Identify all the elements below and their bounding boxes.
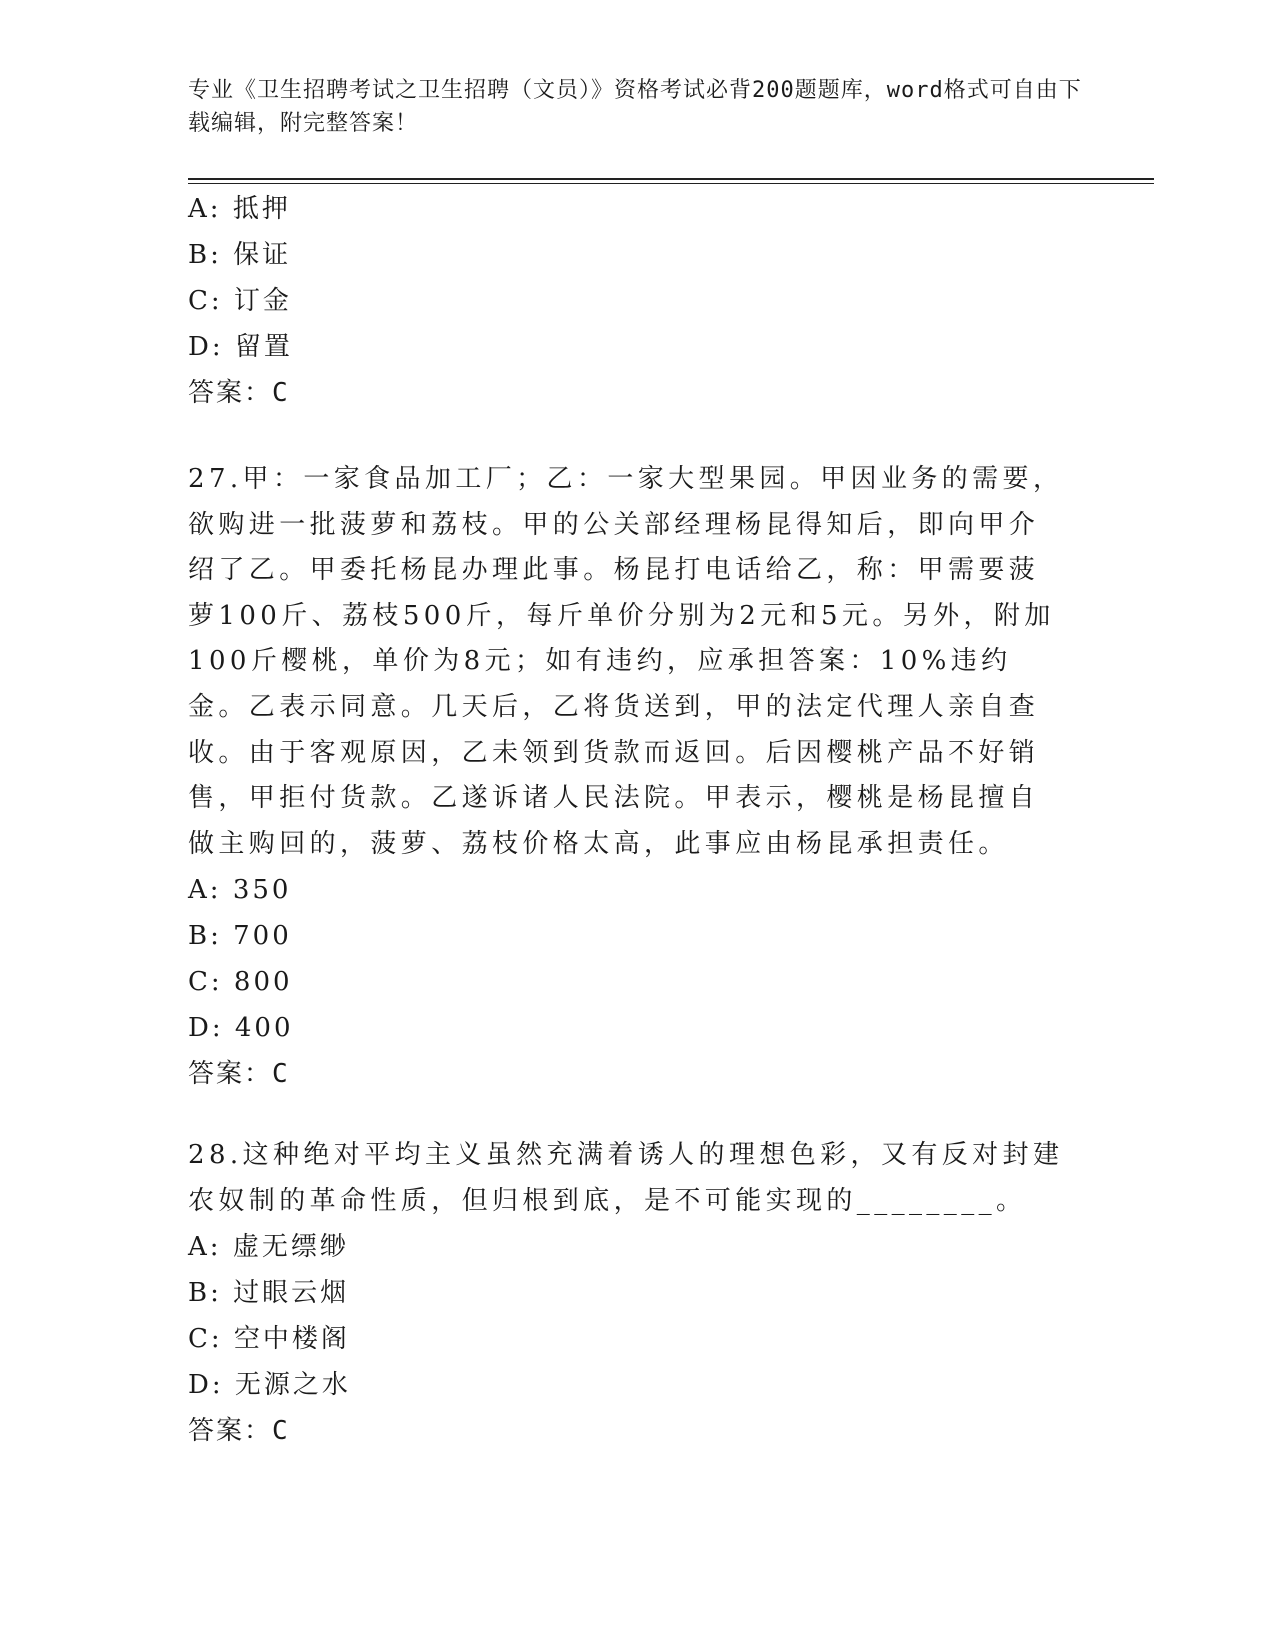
option-label: A: — [188, 1232, 222, 1263]
answer-line: 答案：C — [188, 1416, 290, 1447]
option-label: A: — [188, 194, 222, 224]
option-text: 留置 — [234, 332, 293, 362]
option-label: D: — [188, 1370, 224, 1401]
option-text: 过眼云烟 — [233, 1278, 350, 1309]
option-text: 订金 — [233, 286, 292, 316]
question-stem: 27.甲：一家食品加工厂；乙：一家大型果园。甲因业务的需要，欲购进一批菠萝和荔枝。甲的公关部经理杨昆得知后，即向甲介绍了乙。甲委托杨昆办理此事。杨昆打电话给乙，称：甲需要菠萝100斤、荔枝500斤，每斤单价分别为2元和5元。另外，附加100斤樱桃，单价为8元；如有违约，应承担答案：10%违约金。乙表示同意。几天后，乙将货送到，甲的法定代理人亲自查收。由于客观原因，乙未领到货款而返回。后因樱桃产品不好销售，甲拒付货款。乙遂诉诸人民法院。甲表示，樱桃是杨昆擅自做主购回的，菠萝、荔枝价格太高，此事应由杨昆承担责任。 — [188, 464, 1064, 859]
question-27 — [188, 457, 1088, 1097]
option-a — [188, 186, 1088, 232]
option-d — [188, 1005, 1088, 1051]
option-text: 保证 — [233, 240, 292, 270]
header-rule-thick — [188, 178, 1154, 180]
question-stem: 28.这种绝对平均主义虽然充满着诱人的理想色彩，又有反对封建农奴制的革命性质，但归根到底，是不可能实现的________。 — [188, 1140, 1064, 1216]
option-label: A: — [188, 875, 222, 906]
option-label: C: — [188, 286, 223, 316]
document-header — [188, 74, 1088, 140]
answer-line: 答案：C — [188, 1059, 290, 1090]
option-text: 700 — [233, 921, 292, 952]
option-b — [188, 913, 1088, 959]
header-text: 专业《卫生招聘考试之卫生招聘（文员）》资格考试必背200题题库，word格式可自由下载编辑，附完整答案！ — [188, 78, 1082, 136]
option-text: 350 — [232, 875, 292, 906]
option-label: D: — [188, 332, 224, 362]
option-label: C: — [188, 967, 223, 998]
option-text: 空中楼阁 — [233, 1324, 350, 1355]
option-text: 虚无缥缈 — [232, 1232, 349, 1263]
option-label: B: — [188, 1278, 222, 1309]
option-label: B: — [188, 921, 222, 952]
option-d — [188, 324, 1088, 370]
option-b — [188, 232, 1088, 278]
option-label: D: — [188, 1013, 224, 1044]
question-28 — [188, 1133, 1088, 1454]
option-b — [188, 1270, 1088, 1316]
option-text: 400 — [234, 1013, 294, 1044]
option-text: 无源之水 — [234, 1370, 351, 1401]
option-label: C: — [188, 1324, 223, 1355]
option-a — [188, 867, 1088, 913]
option-text: 抵押 — [232, 194, 291, 224]
option-c — [188, 959, 1088, 1005]
option-a — [188, 1224, 1088, 1270]
option-label: B: — [188, 240, 222, 270]
option-c — [188, 278, 1088, 324]
answer-line: 答案：C — [188, 378, 290, 408]
question-26 — [188, 186, 1088, 416]
header-rule-thin — [188, 183, 1154, 184]
option-text: 800 — [233, 967, 293, 998]
option-d — [188, 1362, 1088, 1408]
option-c — [188, 1316, 1088, 1362]
